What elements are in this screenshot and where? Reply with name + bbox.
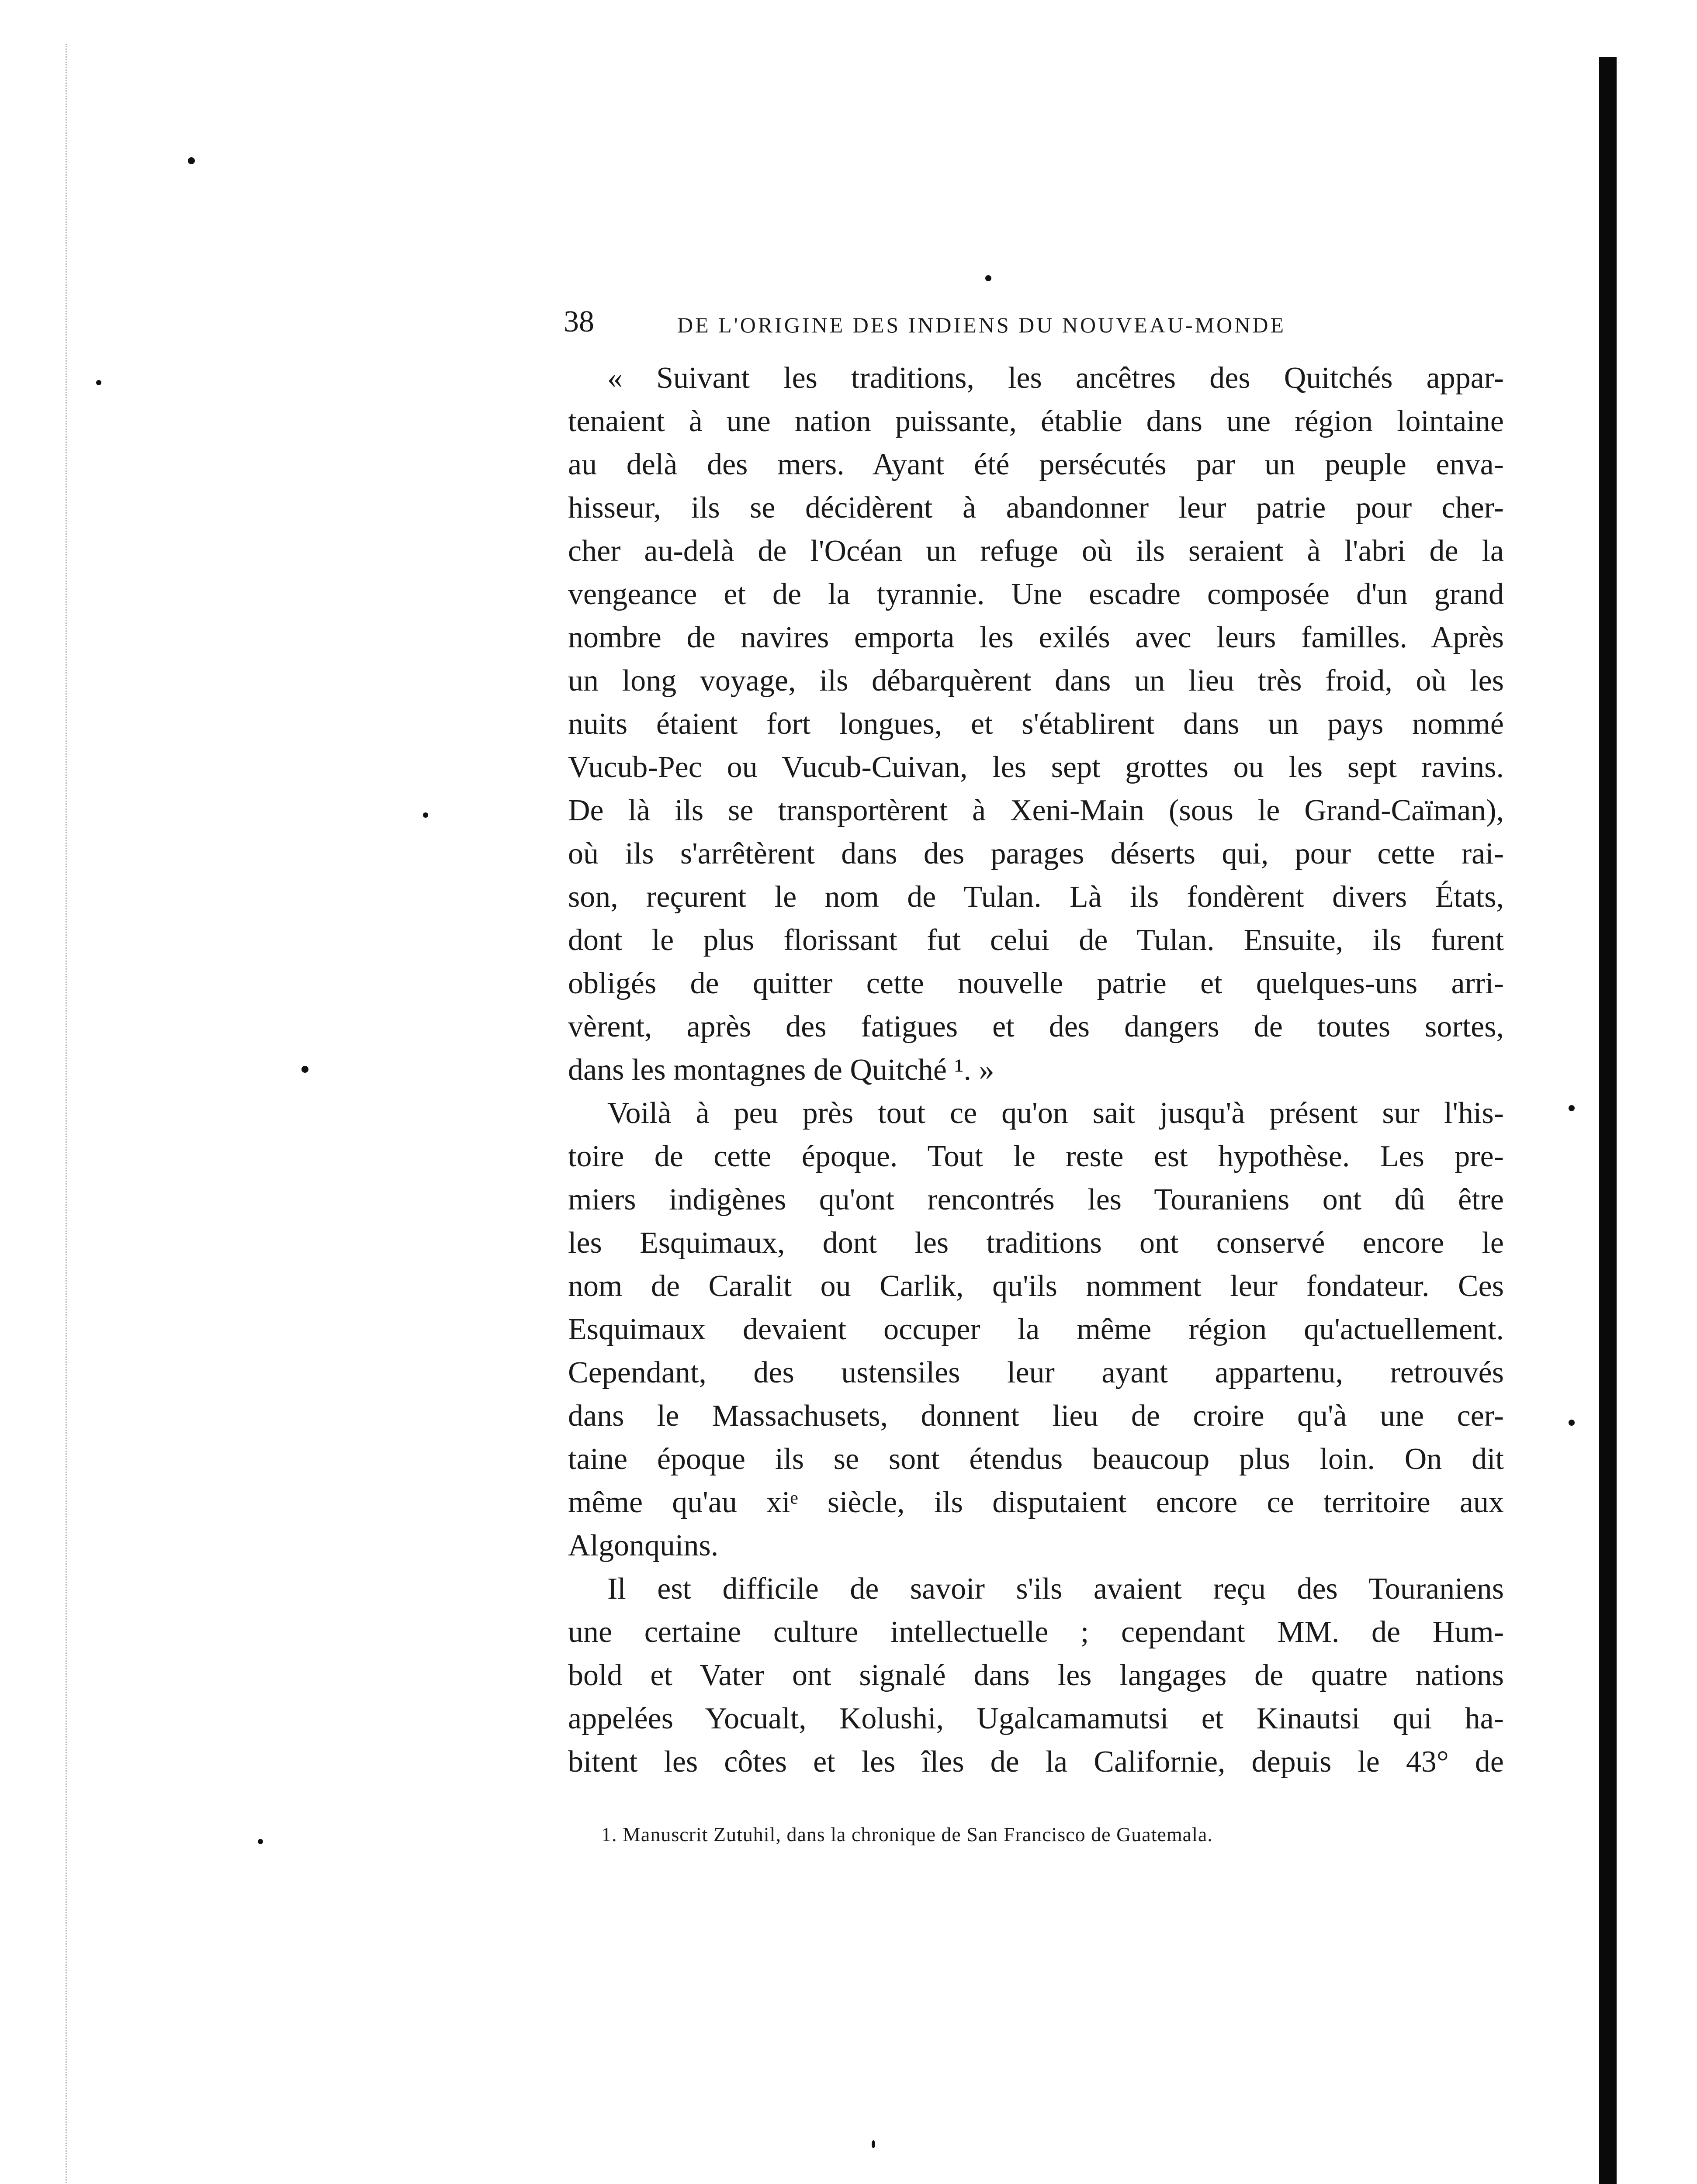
scan-speck [301, 1066, 308, 1073]
scan-speck [96, 380, 101, 385]
scan-speck [1569, 1420, 1575, 1426]
running-title: DE L'ORIGINE DES INDIENS DU NOUVEAU-MONDE [677, 313, 1286, 337]
text-line: Voilà à peu près tout ce qu'on sait jusqu'à présent sur l'his- [607, 1096, 1504, 1130]
text-line: nuits étaient fort longues, et s'établirent dans un pays nommé [568, 707, 1504, 741]
scan-speck [258, 1839, 263, 1844]
text-line: les Esquimaux, dont les traditions ont conservé encore le [568, 1226, 1504, 1260]
text-line: taine époque ils se sont étendus beaucoup plus loin. On dit [568, 1442, 1504, 1476]
text-line: Vucub-Pec ou Vucub-Cuivan, les sept grottes ou les sept ravins. [568, 750, 1504, 784]
text-line: une certaine culture intellectuelle ; cependant MM. de Hum- [568, 1615, 1504, 1649]
text-line: au delà des mers. Ayant été persécutés par un peuple enva- [568, 448, 1504, 481]
text-line: vèrent, après des fatigues et des dangers de toutes sortes, [568, 1010, 1504, 1044]
scan-speck [1569, 1105, 1575, 1111]
text-line: bold et Vater ont signalé dans les langages de quatre nations [568, 1659, 1504, 1692]
scan-speck [423, 812, 428, 818]
paragraph [568, 1567, 1504, 1783]
book-spine-shadow [1599, 57, 1617, 2184]
text-line: toire de cette époque. Tout le reste est hypothèse. Les pre- [568, 1140, 1504, 1173]
left-margin-scan-artifact [66, 44, 119, 2184]
footnote: 1. Manuscrit Zutuhil, dans la chronique de San Francisco de Guatemala. [601, 1823, 1213, 1845]
text-line: cher au-delà de l'Océan un refuge où ils seraient à l'abri de la [568, 534, 1504, 568]
paragraph [568, 356, 1504, 1092]
running-header [564, 307, 1538, 337]
text-line: appelées Yocualt, Kolushi, Ugalcamamutsi et Kinautsi qui ha- [568, 1702, 1504, 1735]
text-line: Esquimaux devaient occuper la même région qu'actuellement. [568, 1313, 1504, 1346]
text-line: nombre de navires emporta les exilés avec leurs familles. Après [568, 621, 1504, 654]
text-line: où ils s'arrêtèrent dans des parages déserts qui, pour cette rai- [568, 837, 1504, 871]
text-line: vengeance et de la tyrannie. Une escadre composée d'un grand [568, 577, 1504, 611]
body-text [568, 356, 1504, 1783]
text-line: même qu'au xiᵉ siècle, ils disputaient encore ce territoire aux [568, 1486, 1504, 1519]
scan-speck [985, 275, 991, 281]
text-line: De là ils se transportèrent à Xeni-Main (sous le Grand-Caïman), [568, 794, 1504, 827]
text-line: nom de Caralit ou Carlik, qu'ils nomment leur fondateur. Ces [568, 1269, 1504, 1303]
text-line: bitent les côtes et les îles de la Californie, depuis le 43° de [568, 1745, 1504, 1779]
text-line: dans les montagnes de Quitché ¹. » [568, 1053, 994, 1087]
text-line: Algonquins. [568, 1529, 719, 1562]
text-line: dans le Massachusets, donnent lieu de croire qu'à une cer- [568, 1399, 1504, 1433]
text-line: un long voyage, ils débarquèrent dans un lieu très froid, où les [568, 664, 1504, 698]
text-line: son, reçurent le nom de Tulan. Là ils fondèrent divers États, [568, 880, 1504, 914]
text-line: tenaient à une nation puissante, établie dans une région lointaine [568, 404, 1504, 438]
scan-speck [872, 2140, 875, 2148]
text-line: hisseur, ils se décidèrent à abandonner leur patrie pour cher- [568, 491, 1504, 525]
text-line: obligés de quitter cette nouvelle patrie et quelques-uns arri- [568, 967, 1504, 1000]
text-line: dont le plus florissant fut celui de Tulan. Ensuite, ils furent [568, 923, 1504, 957]
text-line: « Suivant les traditions, les ancêtres des Quitchés appar- [607, 361, 1504, 395]
text-line: Cependant, des ustensiles leur ayant appartenu, retrouvés [568, 1356, 1504, 1389]
paragraph [568, 1092, 1504, 1567]
text-line: miers indigènes qu'ont rencontrés les Touraniens ont dû être [568, 1183, 1504, 1216]
page-number: 38 [564, 305, 594, 339]
text-line: Il est difficile de savoir s'ils avaient reçu des Touraniens [607, 1572, 1504, 1606]
scan-speck [188, 157, 195, 164]
